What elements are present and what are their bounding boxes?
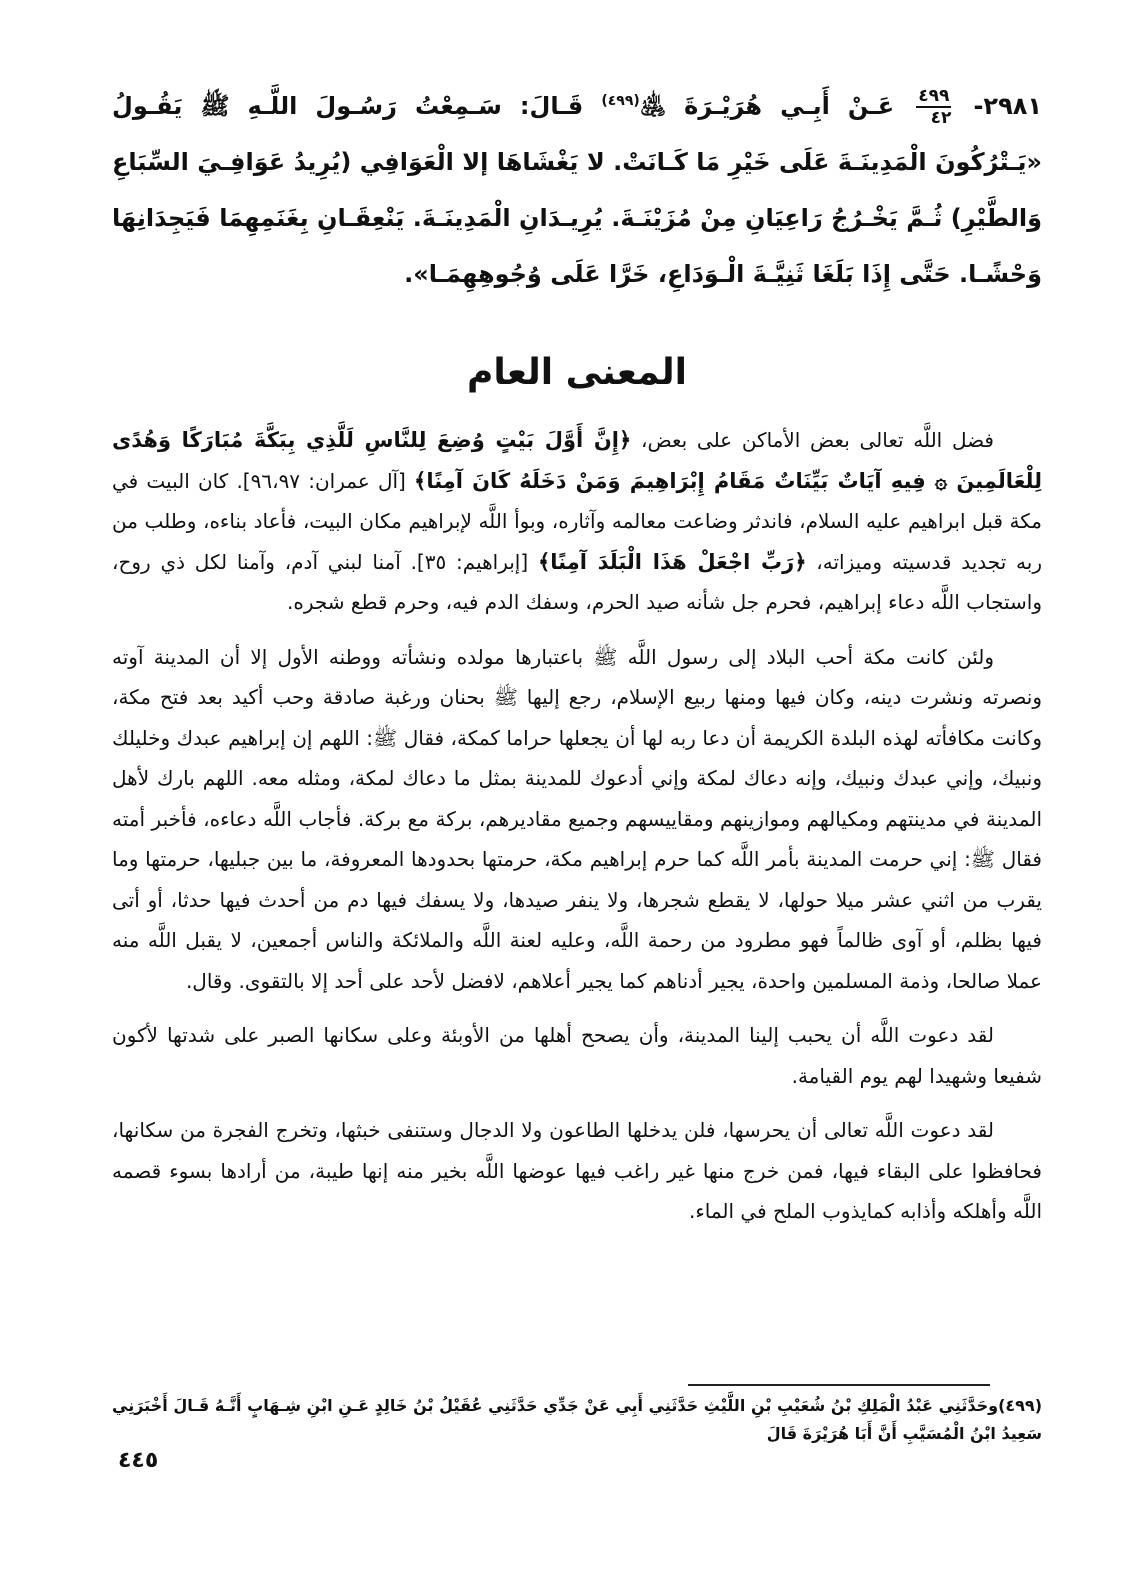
- footnote-reference: (٤٩٩): [601, 93, 640, 109]
- hadith-number: ٢٩٨١-: [973, 92, 1043, 120]
- hadith-matn: قَـالَ: سَـمِعْتُ رَسُـولَ اللَّـهِ ﷺ يَقُـولُ «يَـتْرُكُونَ الْمَدِينَـةَ عَلَى خَيْرِ مَا كَـانَتْ. لا يَغْشَاهَا إلا الْعَوَافِي (يُرِيدُ عَوَافِـيَ السِّبَاعِ وَالطَّيْرِ) ثُـمَّ يَخْـرُجُ رَاعِيَانِ مِنْ مُزَيْنَـةَ. يُرِيـدَانِ الْمَدِينَـةَ. يَنْعِقَـانِ بِغَنَمِهِمَا فَيَجِدَانِهَا وَحْشًـا. حَتَّى إِذَا بَلَغَا ثَنِيَّـةَ الْـوَدَاعِ، خَرَّا عَلَى وُجُوهِهِمَـا».: [112, 92, 1042, 288]
- paragraph-text: فضل اللَّه تعالى بعض الأماكن على بعض،: [631, 428, 994, 452]
- quran-verse: ﴿إِنَّ أَوَّلَ بَيْتٍ وُضِعَ لِلنَّاسِ لَلَّذِي بِبَكَّةَ مُبَارَكًا وَهُدًى لِلْعَالَمِينَ ۞ فِيهِ آيَاتٌ بَيِّنَاتٌ مَقَامُ إِبْرَاهِيمَ وَمَنْ دَخَلَهُ كَانَ آمِنًا﴾: [112, 428, 1042, 493]
- section-title: المعنى العام: [466, 352, 688, 393]
- hadith-narrator: عَـنْ أَبِـي هُرَيْـرَةَ ﵁: [639, 92, 895, 120]
- paragraph-4: لقد دعوت اللَّه تعالى أن يحرسها، فلن يدخلها الطاعون ولا الدجال وستنفى خبثها، وتخرج الفجرة من سكانها، فحافظوا على البقاء فيها، فمن خرج منها غير راغب فيها عوضها اللَّه بخير منه إنها طيبة، من أرادها بسوء قصمه اللَّه وأهلكه وأذابه كمايذوب الملح في الماء.: [112, 1118, 1042, 1223]
- page-body: [112, 78, 1042, 1246]
- cross-reference-top: ٤٩٩: [918, 86, 950, 106]
- footnote-divider: [688, 1384, 990, 1386]
- footnote-marker: (٤٩٩): [998, 1396, 1042, 1415]
- paragraph-text: آمنا لبني آدم، وآمنا لكل ذي روح، واستجاب اللَّه دعاء إبراهيم، فحرم جل شأنه صيد الحرم، وسفك الدم فيه، وحرم قطع شجره.: [112, 549, 1042, 614]
- hadith-cross-reference: [916, 87, 951, 127]
- hadith-text: [112, 78, 1042, 302]
- cross-reference-bottom: ٤٢: [930, 108, 952, 128]
- page-number: ٤٤٥: [118, 1448, 159, 1473]
- footnote-text: وحَدَّثَنِي عَبْدُ الْمَلِكِ بْنُ شُعَيْبِ بْنِ اللَّيْثِ حَدَّثَنِي أَبِي عَنْ جَدِّي حَدَّثَنِي عُقَيْلُ بْنُ خَالِدٍ عَـنِ ابْنِ شِـهَابٍ أَنَّـهُ قَـالَ أَخْبَرَنِي سَعِيدُ ابْنُ الْمُسَيَّبِ أَنَّ أَبَا هُرَيْرَةَ قَالَ: [112, 1396, 1042, 1443]
- verse-reference: [إبراهيم: ٣٥].: [400, 549, 538, 574]
- paragraph-3: لقد دعوت اللَّه أن يحبب إلينا المدينة، وأن يصحح أهلها من الأوبئة وعلى سكانها الصبر على شدتها لأكون شفيعا وشهيدا لهم يوم القيامة.: [112, 1023, 1042, 1088]
- paragraph-2: ولئن كانت مكة أحب البلاد إلى رسول اللَّه ﷺ باعتبارها مولده ونشأته ووطنه الأول إلا أن المدينة آوته ونصرته ونشرت دينه، وكان فيها ومنها ربيع الإسلام، رجع إليها ﷺ بحنان ورغبة صادقة وحب أكيد بعد فتح مكة، وكانت مكافأته لهذه البلدة الكريمة أن دعا ربه لها أن يجعلها حراما كمكة، فقال ﷺ: اللهم إن إبراهيم عبدك وخليلك ونبيك، وإني عبدك ونبيك، وإنه دعاك لمكة وإني أدعوك للمدينة بمثل ما دعاك لمكة، ومثله معه. اللهم بارك لأهل المدينة في مدينتهم ومكيالهم وموازينهم ومقاييسهم وجميع مقاديرهم، بركة مع بركة. فأجاب اللَّه دعاءه، فأخبر أمته فقال ﷺ: إني حرمت المدينة بأمر اللَّه كما حرم إبراهيم مكة، حرمتها بحدودها المعروفة، ما بين جبليها، حرمتها وما يقرب من اثني عشر ميلا حولها، لا يقطع شجرها، ولا ينفر صيدها، ولا يسفك فيها دم من أحدث فيها حدثا، أو أتى فيها بظلم، أو آوى ظالماً فهو مطرود من رحمة اللَّه، وعليه لعنة اللَّه والملائكة والناس أجمعين، لا يقبل اللَّه منه عملا صالحا، وذمة المسلمين واحدة، يجير أدناهم كما يجير أعلاهم، لافضل لأحد على أحد إلا بالتقوى. وقال.: [112, 644, 1042, 993]
- paragraph-1: [112, 420, 1042, 623]
- paragraph-text: كان البيت في مكة قبل ابراهيم عليه السلام، فاندثر وضاعت معالمه وآثاره، وبوأ اللَّه لإبراهيم مكان البيت، فأعاد بناءه، وطلب من ربه تجديد قدسيته وميزاته،: [112, 468, 1042, 574]
- quran-verse: ﴿رَبِّ اجْعَلْ هَذَا الْبَلَدَ آمِنًا﴾: [537, 549, 807, 574]
- verse-reference: [آل عمران: ٩٦،٩٧].: [228, 468, 415, 493]
- footnote: [112, 1392, 1042, 1448]
